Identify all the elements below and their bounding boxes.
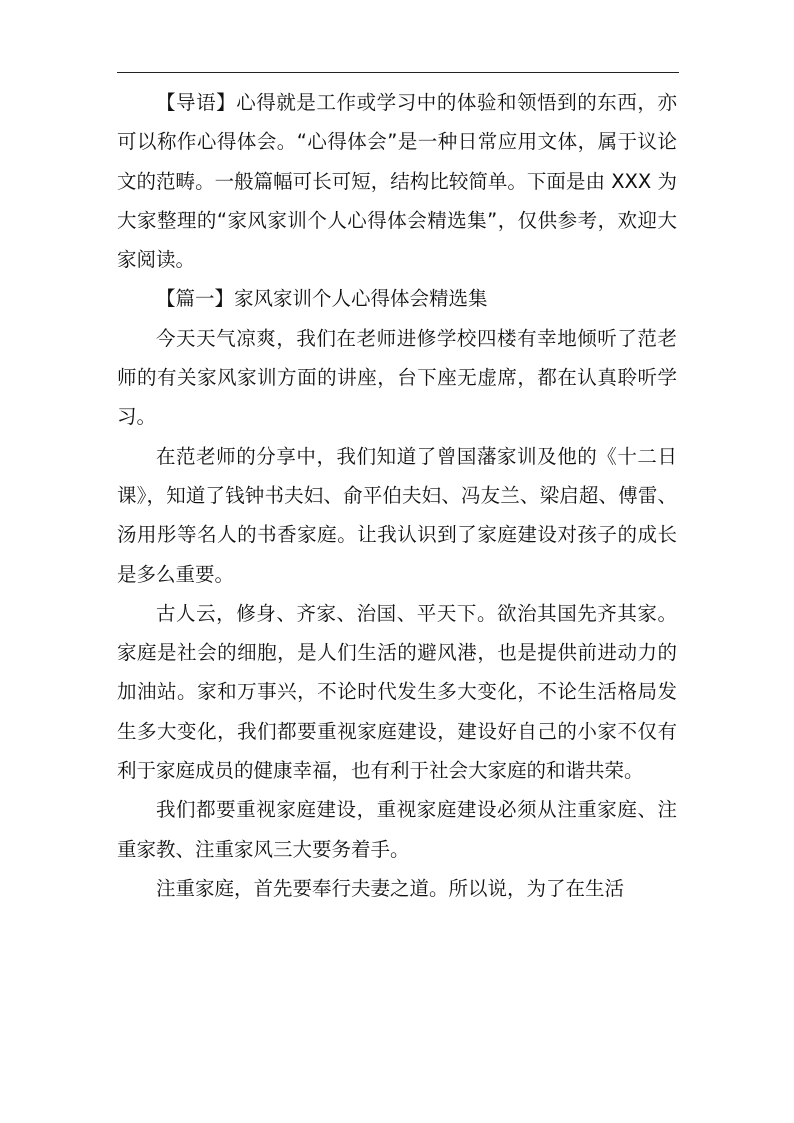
body-paragraph: 我们都要重视家庭建设，重视家庭建设必须从注重家庭、注重家教、注重家风三大要务着手。 [117,798,677,861]
header-rule [117,72,679,73]
document-body [117,83,677,908]
body-paragraph: 在范老师的分享中，我们知道了曾国藩家训及他的《十二日课》，知道了钱钟书夫妇、俞平伯夫妇、冯友兰、梁启超、傅雷、汤用彤等名人的书香家庭。让我认识到了家庭建设对孩子的成长是多么重要。 [117,444,677,586]
body-paragraph: 古人云，修身、齐家、治国、平天下。欲治其国先齐其家。家庭是社会的细胞，是人们生活的避风港，也是提供前进动力的加油站。家和万事兴，不论时代发生多大变化，不论生活格局发生多大变化，我们都要重视家庭建设，建设好自己的小家不仅有利于家庭成员的健康幸福，也有利于社会大家庭的和谐共荣。 [117,601,677,783]
body-paragraph: 今天天气凉爽，我们在老师进修学校四楼有幸地倾听了范老师的有关家风家训方面的讲座，台下座无虚席，都在认真聆听学习。 [117,326,677,429]
section-heading: 【篇一】家风家训个人心得体会精选集 [156,287,488,311]
body-paragraph: 注重家庭，首先要奉行夫妻之道。所以说，为了在生活 [156,876,625,900]
intro-paragraph: 【导语】心得就是工作或学习中的体验和领悟到的东西，亦可以称作心得体会。“心得体会”是一种日常应用文体，属于议论文的范畴。一般篇幅可长可短，结构比较简单。下面是由 XXX 为大家整理的“家风家训个人心得体会精选集”，仅供参考，欢迎大家阅读。 [117,91,677,272]
